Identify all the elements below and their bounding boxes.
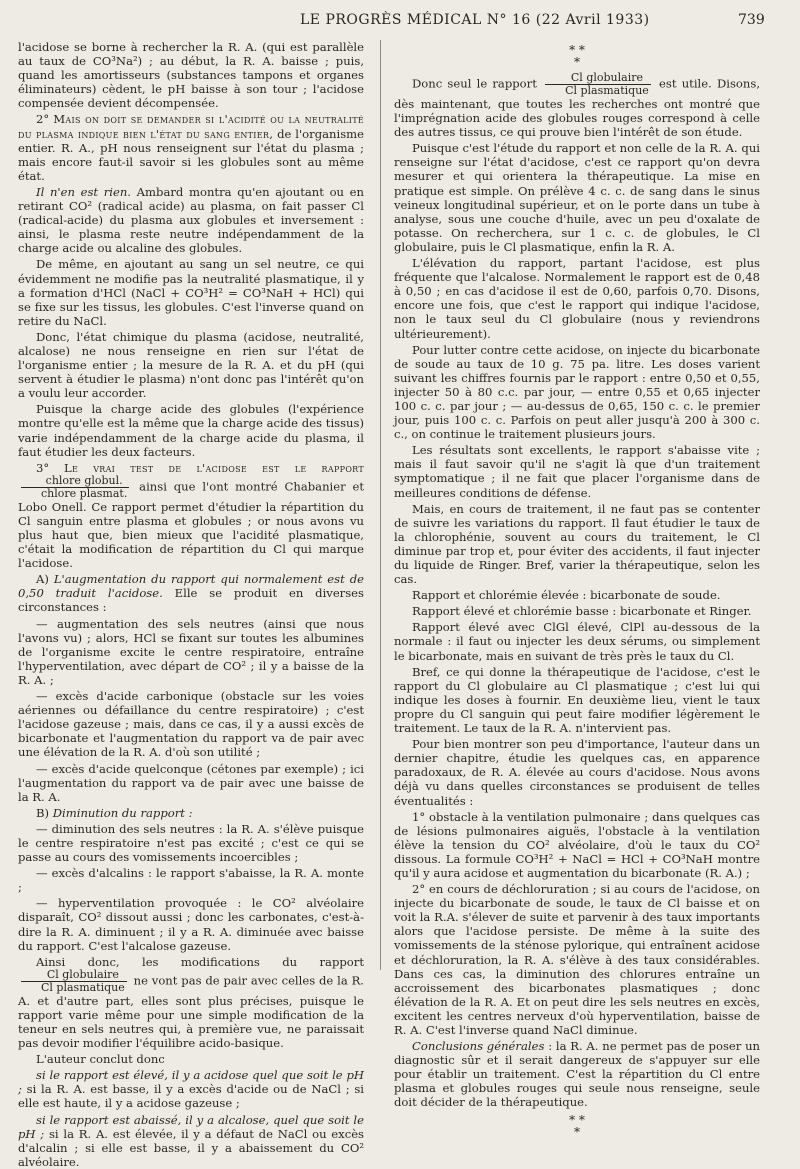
paragraph-text: si la R. A. est basse, il y a excès d'acide ou de NaCl ; si elle est haute, il y a acidose gazeuse ; <box>18 1082 365 1111</box>
ratio-fraction <box>21 475 129 500</box>
subsection-a <box>18 572 364 614</box>
treatment-line: Rapport élevé avec ClGl élevé, ClPl au-dessous de la normale : il faut ou injecter les deux sérums, ou simplement le bicarbonate, mais en suivant de très près le taux du Cl. <box>394 620 760 663</box>
column-divider <box>380 40 381 970</box>
ratio-fraction <box>21 969 127 994</box>
journal-title: LE PROGRÈS MÉDICAL N° 16 (22 Avril 1933) <box>300 12 650 28</box>
list-item: 2° en cours de déchloruration ; si au cours de l'acidose, on injecte du bicarbonate de soude, le taux de Cl baisse et on voit la R.A. s'élever de suite et parvenir à des taux importants alors que l'acidose persiste. De même à la suite des vomissements de la sténose pylorique, qui entraînent acidose et déchloruration, la R. A. s'élève à des taux considérables. Dans ces cas, la diminution des chlorures entraîne un accroissement des bicarbonates plasmatiques ; donc élévation de la R. A. Et on peut dire les sels neutres en excès, excitent les centres nerveux d'où hyperventilation, baisse de R. A. C'est l'inverse quand NaCl diminue. <box>394 882 760 1037</box>
right-column <box>394 40 761 1139</box>
ratio-fraction <box>545 72 651 97</box>
paragraph: L'élévation du rapport, partant l'acidose, est plus fréquente que l'alcalose. Normalement le rapport est de 0,48 à 0,50 ; en cas d'acidose il est de 0,60, parfois 0,70. Disons, encore une fois, que c'est le rapport qui indique l'acidose, non le taux seul du Cl globulaire (nous y reviendrons ultérieurement). <box>394 256 760 341</box>
fraction-numerator: Cl globulaire <box>545 72 651 85</box>
subsection-title: L'augmentation du rapport qui normalement est de 0,50 traduit l'acidose. <box>18 572 364 601</box>
fraction-denominator: chlore plasmat. <box>41 486 128 500</box>
conclusions-paragraph <box>394 1039 760 1109</box>
paragraph-text: : la R. A. ne permet pas de poser un diagnostic sûr et il serait dangereux de s'appuyer sur elle pour établir un traitement. C'est la répartition du Cl entre plasma et globules rouges qui seule nous renseigne, seule doit décider de la thérapeutique. <box>394 1039 761 1110</box>
paragraph-text: ainsi que l'ont montré Chabanier et Lobo Onell. Ce rapport permet d'étudier la répartition du Cl sanguin entre plasma et globules ; or nous avons vu plus haut que, bien mieux que l'acidité plasmatique, c'était la modification de répartition du Cl qui marque l'acidose. <box>18 479 365 571</box>
emphasis: si le rapport est abaissé, il y a alcalose, quel que soit le pH ; <box>18 1112 364 1141</box>
list-item: — excès d'acide quelconque (cétones par exemple) ; ici l'augmentation du rapport va de pair avec une baisse de la R. A. <box>18 761 364 804</box>
paragraph: Pour bien montrer son peu d'importance, l'auteur dans un dernier chapitre, étudie les quelques cas, en apparence paradoxaux, de R. A. élevée au cours d'acidose. Nous avons déjà vu dans quelles circonstances se produisent de telles éventualités : <box>394 737 760 808</box>
paragraph: de l'organisme entier. R. A., pH nous renseignent sur l'état du plasma ; mais encore faut-il savoir si les globules sont au même état. <box>18 126 365 183</box>
paragraph: De même, en ajoutant au sang un sel neutre, ce qui évidemment ne modifie pas la neutralité plasmatique, il y a formation d'HCl (NaCl + CO³H² = CO³NaH + HCl) qui se fixe sur les tissus, les globules. C'est l'inverse quand on retire du NaCl. <box>18 257 364 328</box>
page-header <box>0 12 800 34</box>
subsection-label: B) <box>36 805 50 820</box>
treatment-line: Rapport élevé et chlorémie basse : bicarbonate et Ringer. <box>412 604 752 619</box>
subsection-title: Diminution du rapport : <box>52 805 193 820</box>
paragraph: Bref, ce qui donne la thérapeutique de l'acidose, c'est le rapport du Cl globulaire au Cl plasmatique ; c'est lui qui indique les doses à fournir. En deuxième lieu, vient le taux propre du Cl sanguin qui peut faire modifier légèrement le traitement. Le taux de la R. A. n'intervient pas. <box>394 664 760 736</box>
paragraph-text: Donc seul le rapport <box>412 76 537 91</box>
fraction-denominator: Cl plasmatique <box>41 980 125 994</box>
paragraph <box>394 72 760 139</box>
paragraph <box>18 955 364 1050</box>
list-item: 1° obstacle à la ventilation pulmonaire ; dans quelques cas de lésions pulmonaires aiguës, l'obstacle à la ventilation élève la tension du CO² alvéolaire, d'où le taux du CO² dissous. La formule CO³H² + NaCl = HCl + CO³NaH montre qu'il y aura acidose et augmentation du bicarbonate (R. A.) ; <box>394 809 760 880</box>
fraction-numerator: Cl globulaire <box>21 969 127 982</box>
emphasis: Conclusions générales <box>412 1039 545 1054</box>
subsection-b <box>18 806 364 820</box>
paragraph-text: Ainsi donc, les modifications du rapport <box>36 954 364 969</box>
section-separator-stars: * * * <box>569 43 585 69</box>
subsection-label: A) <box>36 572 49 587</box>
paragraph <box>18 185 364 255</box>
list-item: — excès d'alcalins : le rapport s'abaisse, la R. A. monte ; <box>18 866 364 895</box>
paragraph: Pour lutter contre cette acidose, on injecte du bicarbonate de soude au taux de 10 g. 75 pa. litre. Les doses varient suivant les chiffres fournis par le rapport : entre 0,50 et 0,55, injecter 50 à 80 c.c. par jour, — entre 0,55 et 0,65 injecter 100 c. c. par jour ; — au-dessus de 0,65, 150 c. c. le premier jour, puis 100 c. c. Parfois on peut aller jusqu'à 200 à 300 c. c., on continue le traitement plusieurs jours. <box>394 342 760 442</box>
emphasis: Il n'en est rien. <box>36 184 131 199</box>
paragraph: Donc, l'état chimique du plasma (acidose, neutralité, alcalose) ne nous renseigne en rien sur l'état de l'organisme entier ; la mesure de la R. A. et du pH (qui servent à étudier le plasma) n'ont donc pas l'intérêt qu'on a voulu leur accorder. <box>18 329 364 401</box>
paragraph: Les résultats sont excellents, le rapport s'abaisse vite ; mais il faut savoir qu'il ne s'agit là que d'un traitement symptomatique ; il ne fait que placer l'organisme dans de meilleures conditions de défense. <box>394 443 760 500</box>
section-number: 3° <box>36 460 50 475</box>
list-item: — excès d'acide carbonique (obstacle sur les voies aériennes ou défaillance du centre respiratoire) ; c'est l'acidose gazeuse ; mais, dans ce cas, il y a aussi excès de bicarbonate et l'augmentation du rapport va de pair avec une élévation de la R. A. d'où son utilité ; <box>18 689 364 760</box>
conclusion-item <box>18 1068 364 1110</box>
section-heading-3 <box>18 461 364 571</box>
paragraph-text: Ambard montra qu'en ajoutant ou en retirant CO² (radical acide) au plasma, on fait passer Cl (radical-acide) du plasma aux globules et inversement : ainsi, le plasma reste neutre indépendamment de la charge acide ou alcaline des globules. <box>18 184 364 256</box>
fraction-numerator: chlore globul. <box>21 475 129 488</box>
paragraph-text: Elle se produit en diverses circonstances : <box>18 586 364 615</box>
paragraph: L'auteur conclut donc <box>36 1052 165 1067</box>
paragraph: Puisque la charge acide des globules (l'expérience montre qu'elle est la même que la charge acide des tissus) varie indépendamment de la charge acide du plasma, il faut étudier les deux facteurs. <box>18 402 364 459</box>
paragraph: Puisque c'est l'étude du rapport et non celle de la R. A. qui renseigne sur l'état d'acidose, c'est ce rapport qu'on devra mesurer et qui orientera la thérapeutique. La mise en pratique est simple. On prélève 4 c. c. de sang dans le sinus veineux longitudinal supérieur, et on le porte dans un tube à analyse, sous une couche d'huile, avec un peu d'oxalate de potasse. On recherchera, sur 1 c. c. de globules, le Cl globulaire, puis le Cl plasmatique, enfin la R. A. <box>394 141 760 254</box>
left-column <box>18 40 365 1169</box>
paragraph-text: est utile. Disons, dès maintenant, que toutes les recherches ont montré que l'imprégnation acide des globules rouges correspond à celle des autres tissus, ce qui prouve bien l'intérêt de son étude. <box>394 76 761 140</box>
paragraph-text: ne vont pas de pair avec celles de la R. A. et d'autre part, elles sont plus précises, puisque le rapport varie même pour une simple modification de la teneur en sels neutres qui, à première vue, ne paraissait pas devoir modifier l'équilibre acido-basique. <box>18 973 364 1051</box>
treatment-line: Rapport et chlorémie élevée : bicarbonate de soude. <box>412 588 721 603</box>
section-title: Le vrai test de l'acidose est le rapport <box>63 460 365 475</box>
list-item: — diminution des sels neutres : la R. A. s'élève puisque le centre respiratoire n'est pas excité ; c'est ce qui se passe au cours des vomissements incoercibles ; <box>18 821 364 865</box>
paragraph: l'acidose se borne à rechercher la R. A. (qui est parallèle au taux de CO³Na²) ; au début, la R. A. baisse ; puis, quand les amortisseurs (substances tampons et organes éliminateurs) cèdent, le pH baisse à son tour ; l'acidose compensée devient décompensée. <box>18 40 364 111</box>
section-separator-stars: * * * <box>569 1112 585 1139</box>
list-item: — hyperventilation provoquée : le CO² alvéolaire disparaît, CO² dissout aussi ; donc les carbonates, c'est-à-dire la R. A. diminuent ; il y a R. A. diminuée avec baisse du rapport. C'est l'alcalose gazeuse. <box>18 896 364 953</box>
section-number: 2° <box>36 112 50 127</box>
page-number: 739 <box>738 12 765 28</box>
paragraph: Mais, en cours de traitement, il ne faut pas se contenter de suivre les variations du rapport. Il faut étudier le taux de la chlorophénie, souvent au cours du traitement, le Cl diminue par trop et, pour éviter des accidents, il faut injecter du liquide de Ringer. Bref, varier la thérapeutique, selon les cas. <box>394 501 760 587</box>
paragraph-text: si la R. A. est élevée, il y a défaut de NaCl ou excès d'alcalin ; si elle est basse, il y a abaissement du CO² alvéolaire. <box>18 1126 365 1169</box>
section-heading-2 <box>18 112 364 182</box>
emphasis: si le rapport est élevé, il y a acidose quel que soit le pH ; <box>18 1068 364 1097</box>
section-title: Mais on doit se demander si l'acidité ou la neutralité du plasma indique bien l'état du sang entier, <box>18 112 364 141</box>
fraction-denominator: Cl plasmatique <box>565 84 649 97</box>
list-item: — augmentation des sels neutres (ainsi que nous l'avons vu) ; alors, HCl se fixant sur toutes les albumines de l'organisme excite le centre respiratoire, entraîne l'hyperventilation, avec départ de CO² ; il y a baisse de la R. A. ; <box>18 616 364 687</box>
conclusion-item <box>18 1113 364 1169</box>
